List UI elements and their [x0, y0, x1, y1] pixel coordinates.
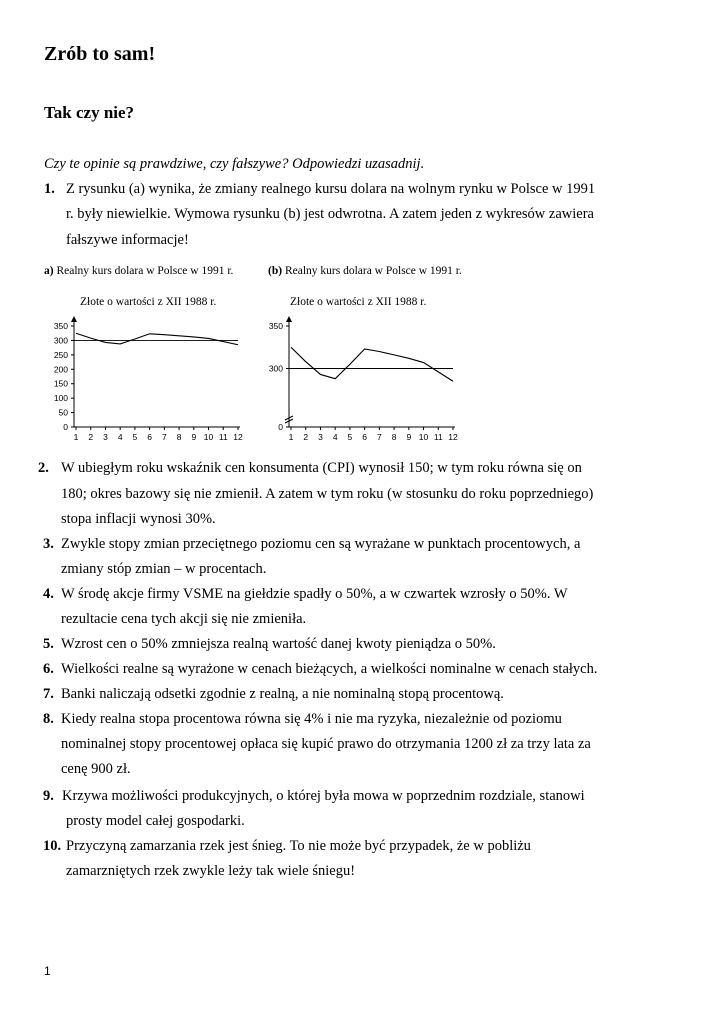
chart-a-x-tick-label: 10 [203, 432, 214, 442]
q3-line-1: Zwykle stopy zmian przeciętnego poziomu cen są wyrażane w punktach procentowych, a [61, 536, 581, 552]
q5-number: 5. [43, 636, 54, 652]
chart-b-x-tick-label: 11 [433, 432, 443, 442]
chart-a-x-tick-label: 4 [117, 432, 123, 442]
q2-line-2: 180; okres bazowy się nie zmienił. A zatem w tym roku (w stosunku do roku poprzedniego) [61, 486, 594, 502]
caption-b [268, 265, 462, 277]
chart-b [255, 312, 475, 447]
q3-number: 3. [43, 536, 54, 552]
chart-b-x-tick-label: 8 [391, 432, 397, 442]
caption-b-label: (b) [268, 265, 283, 277]
q8-line-3: cenę 900 zł. [61, 761, 131, 777]
q5-line-1: Wzrost cen o 50% zmniejsza realną wartość danej kwoty pieniądza o 50%. [61, 636, 496, 652]
chart-a-y-tick-label: 300 [53, 335, 68, 346]
chart-a-y-tick-label: 350 [53, 321, 68, 331]
chart-a-y-tick-label: 150 [53, 378, 68, 389]
chart-a-x-tick-label: 3 [103, 432, 108, 442]
caption-a [44, 265, 233, 277]
q4-line-2: rezultacie cena tych akcji się nie zmieniła. [61, 611, 307, 627]
q3-line-2: zmiany stóp zmian – w procentach. [61, 561, 267, 577]
q6-line-1: Wielkości realne są wyrażone w cenach bieżących, a wielkości nominalne w cenach stałych. [61, 661, 598, 677]
chart-a-y-tick-label: 250 [53, 349, 68, 360]
q1-line-2: r. były niewielkie. Wymowa rysunku (b) jest odwrotna. A zatem jeden z wykresów zawiera [66, 206, 594, 222]
chart-b-title: Złote o wartości z XII 1988 r. [290, 296, 427, 308]
section-title: Tak czy nie? [44, 103, 135, 122]
chart-b-y-axis-arrow [286, 316, 292, 322]
caption-a-label: a) [44, 265, 54, 277]
chart-b-x-tick-label: 10 [418, 432, 429, 442]
chart-b-series-line [291, 347, 453, 381]
page-number: 1 [44, 964, 51, 978]
page-title: Zrób to sam! [44, 43, 156, 65]
q8-line-2: nominalnej stopy procentowej opłaca się kupić prawo do otrzymania 1200 zł za trzy lata za [61, 736, 591, 752]
chart-a-x-tick-label: 2 [88, 432, 94, 442]
q9-line-2: prosty model całej gospodarki. [66, 813, 245, 829]
caption-a-text: Realny kurs dolara w Polsce w 1991 r. [56, 265, 234, 277]
instructions: Czy te opinie są prawdziwe, czy fałszywe? Odpowiedzi uzasadnij. [44, 156, 425, 172]
chart-b-x-tick-label: 9 [406, 432, 412, 442]
q8-number: 8. [43, 711, 54, 727]
chart-b-x-tick-label: 5 [347, 432, 353, 442]
chart-a-title: Złote o wartości z XII 1988 r. [80, 296, 217, 308]
chart-b-x-tick-label: 12 [448, 432, 458, 442]
chart-b-y-tick-label: 300 [268, 363, 283, 374]
chart-a-x-tick-label: 5 [132, 432, 138, 442]
chart-a-y-axis-arrow [71, 316, 77, 322]
chart-a-x-tick-label: 9 [191, 432, 197, 442]
chart-b-x-tick-label: 3 [318, 432, 323, 442]
q2-line-1: W ubiegłym roku wskaźnik cen konsumenta (CPI) wynosił 150; w tym roku równa się on [61, 460, 582, 476]
q2-line-3: stopa inflacji wynosi 30%. [61, 511, 216, 527]
chart-b-y-tick-label: 350 [268, 321, 283, 331]
chart-b-x-tick-label: 1 [288, 432, 294, 442]
q4-number: 4. [43, 586, 54, 602]
q10-line-2: zamarzniętych rzek zwykle leży tak wiele śniegu! [66, 863, 356, 879]
chart-a-y-tick-label: 0 [63, 422, 68, 432]
q1-number: 1. [44, 181, 55, 197]
q10-number: 10. [43, 838, 62, 854]
caption-b-text: Realny kurs dolara w Polsce w 1991 r. [284, 265, 462, 277]
chart-a-x-tick-label: 8 [176, 432, 182, 442]
chart-a-y-tick-label: 50 [58, 407, 68, 418]
chart-b-x-tick-label: 7 [376, 432, 382, 442]
chart-a-series-line [76, 333, 238, 345]
chart-a-x-tick-label: 7 [161, 432, 167, 442]
chart-a-x-tick-label: 12 [233, 432, 243, 442]
q1-line-1: Z rysunku (a) wynika, że zmiany realnego kursu dolara na wolnym rynku w Polsce w 1991 [66, 181, 596, 197]
chart-a-y-tick-label: 100 [53, 393, 68, 404]
q6-number: 6. [43, 661, 54, 677]
q7-line-1: Banki naliczają odsetki zgodnie z realną, a nie nominalną stopą procentową. [61, 686, 504, 702]
q10-line-1: Przyczyną zamarzania rzek jest śnieg. To nie może być przypadek, że w pobliżu [66, 838, 531, 854]
q9-number: 9. [43, 788, 54, 804]
q9-line-1: Krzywa możliwości produkcyjnych, o której była mowa w poprzednim rozdziale, stanowi [62, 788, 585, 804]
chart-a-x-tick-label: 6 [147, 432, 153, 442]
chart-a-y-tick-label: 200 [53, 364, 68, 375]
q8-line-1: Kiedy realna stopa procentowa równa się 4% i nie ma ryzyka, niezależnie od poziomu [61, 711, 562, 727]
chart-a-x-tick-label: 1 [73, 432, 79, 442]
q7-number: 7. [43, 686, 54, 702]
q2-number: 2. [38, 460, 49, 476]
chart-a-x-tick-label: 11 [218, 432, 228, 442]
q4-line-1: W środę akcje firmy VSME na giełdzie spadły o 50%, a w czwartek wzrosły o 50%. W [61, 586, 568, 602]
chart-b-x-tick-label: 6 [362, 432, 368, 442]
chart-b-x-tick-label: 4 [332, 432, 338, 442]
chart-a [40, 312, 260, 447]
q1-line-3: fałszywe informacje! [66, 232, 189, 248]
chart-b-x-tick-label: 2 [303, 432, 309, 442]
chart-b-y-tick-label: 0 [278, 422, 283, 432]
